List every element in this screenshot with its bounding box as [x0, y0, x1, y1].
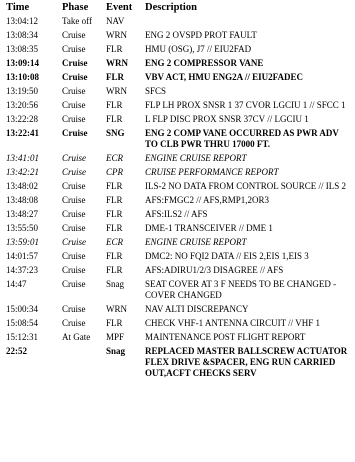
cell-description: REPLACED MASTER BALLSCREW ACTUATOR FLEX DRIVE &SPACER, ENG RUN CARRIED OUT,ACFT CHECKS SERV — [145, 346, 348, 378]
cell-description: MAINTENANCE POST FLIGHT REPORT — [145, 332, 306, 342]
cell-phase: Cruise — [62, 265, 86, 275]
header-time: Time — [6, 2, 30, 13]
cell-time: 15:00:34 — [6, 304, 39, 314]
cell-time: 14:01:57 — [6, 251, 39, 261]
table-row — [4, 279, 351, 304]
cell-event: NAV — [106, 16, 125, 26]
cell-phase: Take off — [62, 16, 92, 26]
cell-phase: Cruise — [62, 44, 86, 54]
table-row — [4, 167, 351, 181]
table-row — [4, 100, 351, 114]
cell-description — [143, 16, 351, 30]
cell-phase: Cruise — [62, 279, 86, 289]
cell-event: SNG — [106, 128, 125, 138]
cell-time: 13:48:08 — [6, 195, 39, 205]
cell-phase: Cruise — [62, 181, 86, 191]
cell-description: ENGINE CRUISE REPORT — [145, 153, 247, 163]
cell-phase: At Gate — [62, 332, 91, 342]
table-row — [4, 44, 351, 58]
cell-event: ECR — [106, 237, 123, 247]
cell-time: 13:08:34 — [6, 30, 39, 40]
cell-event: WRN — [106, 30, 127, 40]
header-row — [4, 1, 351, 16]
cell-phase: Cruise — [62, 209, 86, 219]
cell-description: CRUISE PERFORMANCE REPORT — [145, 167, 279, 177]
cell-event: FLR — [106, 100, 123, 110]
table-row — [4, 346, 351, 382]
cell-phase: Cruise — [62, 318, 86, 328]
table-row — [4, 223, 351, 237]
table-row — [4, 128, 351, 153]
cell-time: 13:42:21 — [6, 167, 39, 177]
cell-event: WRN — [106, 304, 127, 314]
cell-description: HMU (OSG), J7 // EIU2FAD — [145, 44, 252, 54]
cell-phase: Cruise — [62, 237, 87, 247]
cell-event: Snag — [106, 279, 124, 289]
cell-description: CHECK VHF-1 ANTENNA CIRCUIT // VHF 1 — [145, 318, 321, 328]
table-row — [4, 86, 351, 100]
header-description: Description — [145, 2, 197, 13]
table-row — [4, 318, 351, 332]
cell-time: 13:08:35 — [6, 44, 39, 54]
cell-phase: Cruise — [62, 128, 88, 138]
cell-description: VBV ACT, HMU ENG2A // EIU2FADEC — [145, 72, 304, 82]
table-row — [4, 251, 351, 265]
cell-description: NAV ALTI DISCREPANCY — [145, 304, 249, 314]
cell-time: 13:41:01 — [6, 153, 39, 163]
header-phase: Phase — [62, 2, 89, 13]
cell-event: WRN — [106, 86, 127, 96]
table-row — [4, 209, 351, 223]
cell-phase: Cruise — [62, 114, 86, 124]
table-row — [4, 237, 351, 251]
cell-description: AFS:FMGC2 // AFS,RMP1,2OR3 — [145, 195, 270, 205]
cell-event: FLR — [106, 318, 123, 328]
table-row — [4, 30, 351, 44]
cell-event: WRN — [106, 58, 128, 68]
table-row — [4, 332, 351, 346]
cell-description: AFS:ILS2 // AFS — [145, 209, 208, 219]
cell-event: MPF — [106, 332, 125, 342]
cell-time: 15:12:31 — [6, 332, 39, 342]
cell-description: AFS:ADIRU1/2/3 DISAGREE // AFS — [145, 265, 284, 275]
cell-time: 13:04:12 — [6, 16, 39, 26]
cell-phase: Cruise — [62, 100, 86, 110]
cell-description: DME-1 TRANSCEIVER // DME 1 — [145, 223, 273, 233]
cell-time: 13:55:50 — [6, 223, 39, 233]
cell-description: DMC2: NO FQI2 DATA // EIS 2,EIS 1,EIS 3 — [145, 251, 309, 261]
cell-phase: Cruise — [62, 167, 87, 177]
table-row — [4, 195, 351, 209]
table-row — [4, 304, 351, 318]
cell-time: 14:37:23 — [6, 265, 39, 275]
cell-description: SEAT COVER AT 3 F NEEDS TO BE CHANGED - COVER CHANGED — [145, 279, 337, 300]
cell-time: 15:08:54 — [6, 318, 39, 328]
table-header — [4, 1, 351, 16]
cell-phase: Cruise — [62, 153, 87, 163]
table-row — [4, 153, 351, 167]
table-row — [4, 114, 351, 128]
cell-time: 13:48:02 — [6, 181, 39, 191]
cell-phase: Cruise — [62, 58, 88, 68]
table-row — [4, 16, 351, 30]
cell-time: 13:19:50 — [6, 86, 39, 96]
cell-event: FLR — [106, 209, 123, 219]
cell-event: FLR — [106, 181, 123, 191]
cell-time: 13:09:14 — [6, 58, 39, 68]
cell-event: Snag — [106, 346, 126, 356]
table-row — [4, 58, 351, 72]
cell-time: 13:22:41 — [6, 128, 39, 138]
table-row — [4, 265, 351, 279]
cell-description: ENG 2 COMPRESSOR VANE — [145, 58, 264, 68]
cell-time: 13:22:28 — [6, 114, 39, 124]
cell-event: FLR — [106, 265, 123, 275]
cell-phase: Cruise — [62, 251, 86, 261]
cell-time: 13:59:01 — [6, 237, 39, 247]
cell-phase — [60, 346, 104, 382]
cell-description: FLP LH PROX SNSR 1 37 CVOR LGCIU 1 // SFCC 1 — [145, 100, 346, 110]
cell-description: ENG 2 OVSPD PROT FAULT — [145, 30, 257, 40]
cell-phase: Cruise — [62, 72, 88, 82]
cell-event: FLR — [106, 114, 123, 124]
cell-event: FLR — [106, 223, 123, 233]
cell-description: L FLP DISC PROX SNSR 37CV // LGCIU 1 — [145, 114, 309, 124]
cell-event: FLR — [106, 251, 123, 261]
cell-event: CPR — [106, 167, 123, 177]
cell-time: 13:20:56 — [6, 100, 39, 110]
cell-phase: Cruise — [62, 223, 86, 233]
cell-description: SFCS — [145, 86, 167, 96]
cell-event: FLR — [106, 44, 123, 54]
cell-time: 13:48:27 — [6, 209, 39, 219]
cell-description: ENGINE CRUISE REPORT — [145, 237, 247, 247]
cell-time: 13:10:08 — [6, 72, 39, 82]
cell-description: ENG 2 COMP VANE OCCURRED AS PWR ADV TO CLB PWR THRU 17000 FT. — [145, 128, 339, 149]
cell-phase: Cruise — [62, 195, 86, 205]
header-event: Event — [106, 2, 133, 13]
cell-time: 14:47 — [6, 279, 27, 289]
cell-phase: Cruise — [62, 86, 86, 96]
cell-description: ILS-2 NO DATA FROM CONTROL SOURCE // ILS 2 — [145, 181, 346, 191]
event-log-table — [4, 1, 351, 382]
table-row — [4, 72, 351, 86]
cell-event: ECR — [106, 153, 123, 163]
cell-phase: Cruise — [62, 304, 86, 314]
cell-time: 22:52 — [6, 346, 27, 356]
cell-phase: Cruise — [62, 30, 86, 40]
table-body — [4, 16, 351, 382]
cell-event: FLR — [106, 72, 124, 82]
table-row — [4, 181, 351, 195]
cell-event: FLR — [106, 195, 123, 205]
